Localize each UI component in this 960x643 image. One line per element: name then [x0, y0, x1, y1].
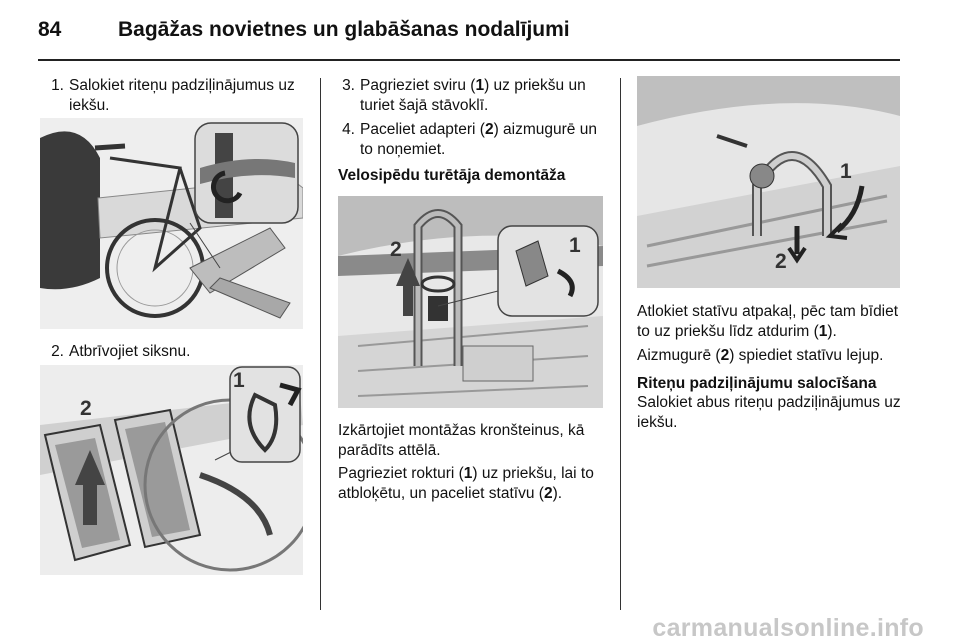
- callout-2: 2: [80, 397, 92, 420]
- section-heading: Velosipēdu turētāja demontāža: [338, 167, 566, 184]
- step-number: 1.: [51, 77, 64, 94]
- step-1: [42, 76, 304, 116]
- page-title: Bagāžas novietnes un glabāšanas nodalījumi: [118, 18, 570, 41]
- instruction-paragraph: Aizmugurē (2) spiediet statīvu lejup.: [637, 347, 884, 364]
- step-text: Salokiet riteņu padziļinājumus uz iekšu.: [69, 77, 295, 114]
- section-heading: Riteņu padziļinājumu salocīšana: [637, 375, 877, 392]
- instruction-paragraph: Izkārtojiet montāžas kronšteinus, kā parādīts attēlā.: [338, 422, 585, 459]
- step-3: [333, 76, 605, 116]
- figure-release-strap: [40, 365, 303, 575]
- callout-2: 2: [775, 250, 787, 273]
- instruction-paragraph: Salokiet abus riteņu padziļinājumus uz iekšu.: [637, 394, 901, 431]
- column-divider: [320, 78, 321, 610]
- watermark: carmanualsonline.info: [652, 614, 924, 642]
- column-divider: [620, 78, 621, 610]
- header-rule: [38, 59, 900, 61]
- instruction-paragraph: Pagrieziet rokturi (1) uz priekšu, lai to atbloķētu, un paceliet statīvu (2).: [338, 465, 594, 502]
- callout-2: 2: [390, 238, 402, 261]
- page-number: 84: [38, 18, 62, 41]
- step-2: [42, 342, 304, 362]
- instruction-paragraph: Atlokiet statīvu atpakaļ, pēc tam bīdiet to uz priekšu līdz atdurim (1).: [637, 303, 899, 340]
- step-text: Paceliet adapteri (2) aizmugurē un to noņemiet.: [360, 121, 597, 158]
- step-text: Pagrieziet sviru (1) uz priekšu un turiet šajā stāvoklī.: [360, 77, 586, 114]
- figure-fold-rack: [637, 76, 900, 288]
- step-number: 3.: [342, 77, 355, 94]
- callout-1: 1: [840, 160, 852, 183]
- step-4: [333, 120, 605, 160]
- callout-1: 1: [569, 234, 581, 257]
- figure-fold-wheel-trays: [40, 118, 303, 329]
- figure-remove-bracket: [338, 196, 603, 408]
- step-number: 4.: [342, 121, 355, 138]
- step-number: 2.: [51, 343, 64, 360]
- step-text: Atbrīvojiet siksnu.: [69, 343, 191, 360]
- callout-1: 1: [233, 369, 245, 392]
